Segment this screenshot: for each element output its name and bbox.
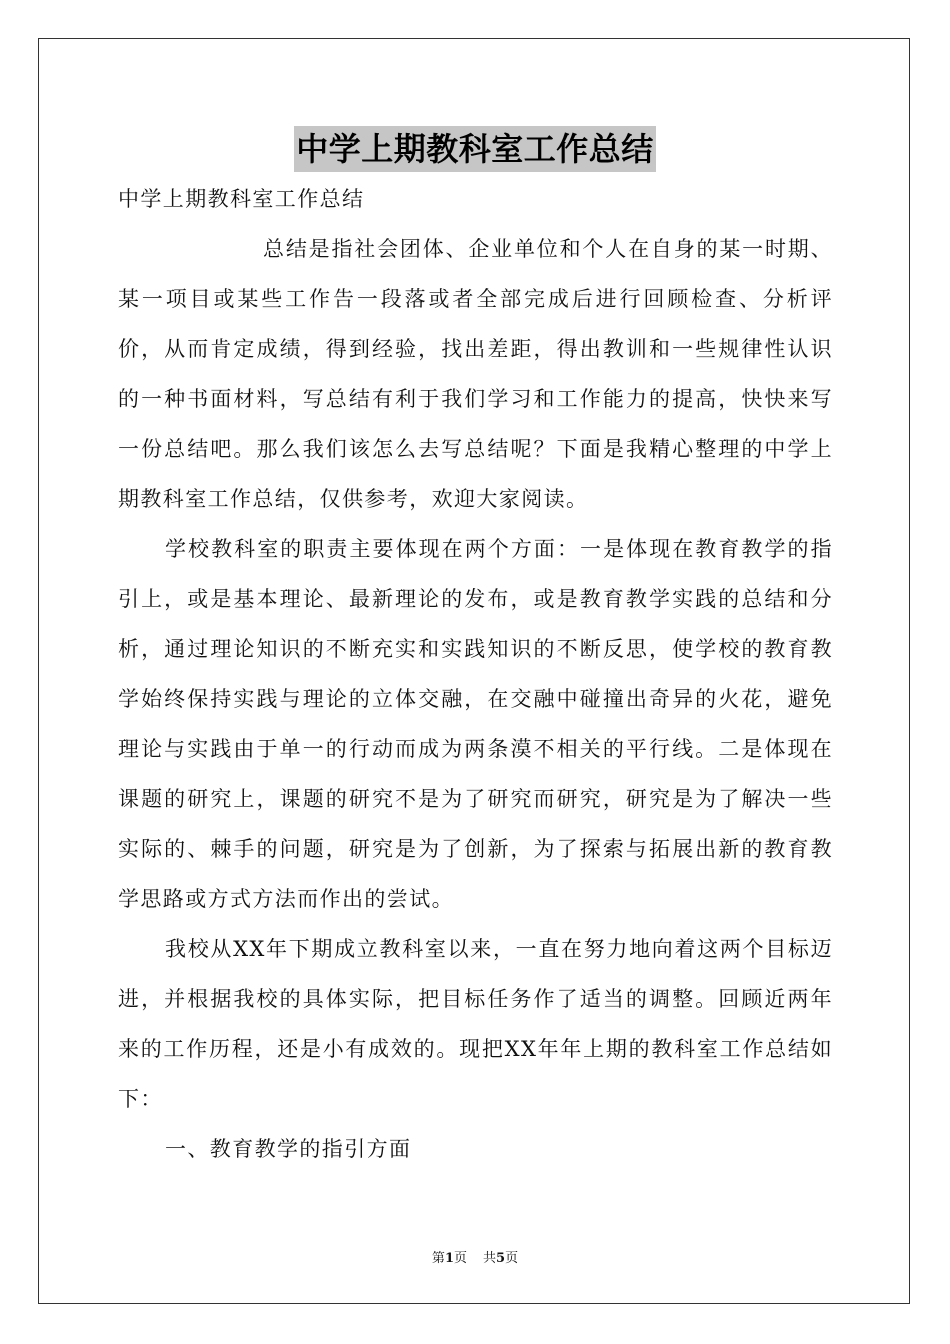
footer-total-unit: 页 [505,1251,519,1266]
footer-page-current: 1 [444,1251,454,1266]
document-body [118,174,833,1174]
document-subtitle: 中学上期教科室工作总结 [118,187,365,211]
footer-page-total: 5 [496,1251,506,1266]
page-footer [0,1247,950,1266]
footer-page-unit: 页 [453,1251,467,1266]
section-heading-guidance: 一、教育教学的指引方面 [165,1137,412,1161]
document-header [0,126,950,172]
paragraph-duties: 学校教科室的职责主要体现在两个方面：一是体现在教育教学的指引上，或是基本理论、最新理论的发布，或是教育教学实践的总结和分析，通过理论知识的不断充实和实践知识的不断反思，使学校的教育教学始终保持实践与理论的立体交融，在交融中碰撞出奇异的火花，避免理论与实践由于单一的行动而成为两条漠不相关的平行线。二是体现在课题的研究上，课题的研究不是为了研究而研究，研究是为了解决一些实际的、棘手的问题，研究是为了创新，为了探索与拓展出新的教育教学思路或方式方法而作出的尝试。 [118,537,833,911]
document-title: 中学上期教科室工作总结 [294,126,656,172]
footer-total-label: 共 [483,1251,497,1266]
paragraph-intro: 总结是指社会团体、企业单位和个人在自身的某一时期、某一项目或某些工作告一段落或者全部完成后进行回顾检查、分析评价，从而肯定成绩，得到经验，找出差距，得出教训和一些规律性认识的一种书面材料，写总结有利于我们学习和工作能力的提高，快快来写一份总结吧。那么我们该怎么去写总结呢？下面是我精心整理的中学上期教科室工作总结，仅供参考，欢迎大家阅读。 [118,237,833,511]
paragraph-progress: 我校从XX年下期成立教科室以来，一直在努力地向着这两个目标迈进，并根据我校的具体实际，把目标任务作了适当的调整。回顾近两年来的工作历程，还是小有成效的。现把XX年年上期的教科室工作总结如下： [118,937,833,1111]
footer-page-label: 第 [431,1251,445,1266]
